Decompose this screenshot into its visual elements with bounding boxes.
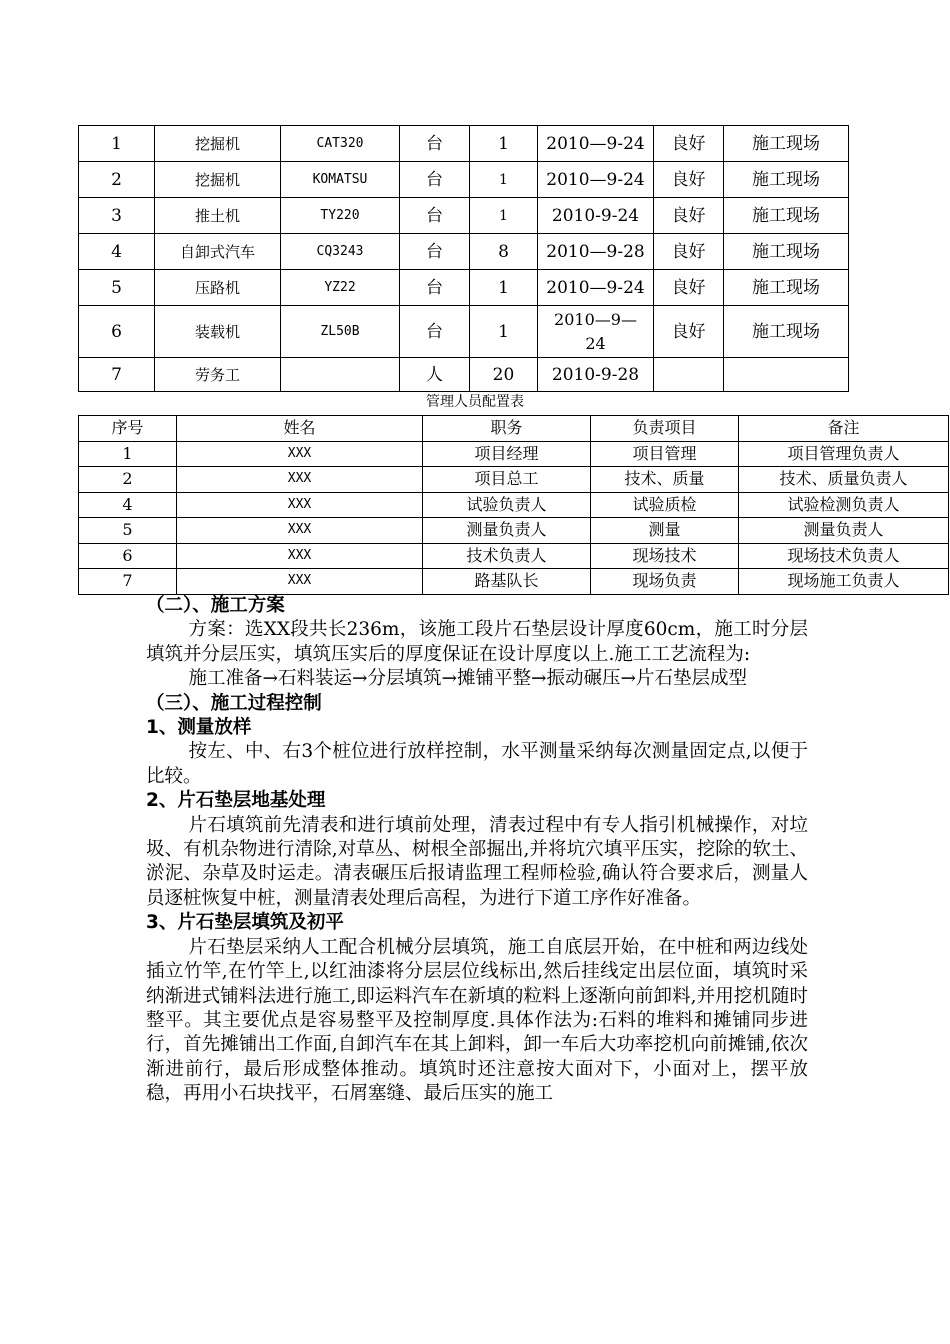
staff-table [78,415,949,595]
staff-role: 技术负责人 [423,543,591,569]
equip-date: 2010—9-24 [538,126,654,162]
equip-date: 2010-9-28 [538,358,654,392]
staff-note: 项目管理负责人 [739,441,949,467]
paragraph-plan: 方案：选XX段共长236m，该施工段片石垫层设计厚度60cm，施工时分层填筑并分层压实，填筑压实后的厚度保证在设计厚度以上.施工工艺流程为: [146,619,808,665]
equip-date [538,306,654,358]
equip-date: 2010—9-24 [538,162,654,198]
equip-model: TY220 [281,198,400,234]
staff-role: 测量负责人 [423,518,591,544]
table-header-row [79,416,949,442]
equip-no: 2 [79,162,155,198]
col-header: 序号 [79,416,177,442]
subheading-filling: 3、片石垫层填筑及初平 [146,912,344,934]
table-row [79,441,949,467]
equip-unit: 台 [400,162,470,198]
staff-table-caption: 管理人员配置表 [426,394,524,410]
equip-location: 施工现场 [724,306,849,358]
table-row [79,126,849,162]
equip-no: 5 [79,270,155,306]
staff-scope: 技术、质量 [591,467,739,493]
staff-no: 2 [79,467,177,493]
staff-scope: 项目管理 [591,441,739,467]
equip-name: 装载机 [155,306,281,358]
staff-no: 7 [79,569,177,595]
staff-role: 路基队长 [423,569,591,595]
staff-role: 项目经理 [423,441,591,467]
equip-qty: 8 [470,234,538,270]
staff-note: 现场施工负责人 [739,569,949,595]
equip-location [724,358,849,392]
equip-name: 自卸式汽车 [155,234,281,270]
equipment-table [78,125,849,392]
equip-model: ZL50B [281,306,400,358]
staff-scope: 现场技术 [591,543,739,569]
table-row [79,467,949,493]
equip-qty: 1 [470,162,538,198]
paragraph-foundation: 片石填筑前先清表和进行填前处理，清表过程中有专人指引机械操作，对垃圾、有机杂物进行清除,对草丛、树根全部掘出,并将坑穴填平压实，挖除的软土、淤泥、杂草及时运走。清表碾压后报请监理工程师检验,确认符合要求后，测量人员逐桩恢复中桩，测量清表处理后高程，为进行下道工序作好准备。 [146,814,808,909]
equip-status: 良好 [654,234,724,270]
equip-status: 良好 [654,126,724,162]
equip-name: 挖掘机 [155,162,281,198]
equip-unit: 台 [400,306,470,358]
equip-qty: 1 [470,198,538,234]
equip-qty: 1 [470,306,538,358]
equip-name: 压路机 [155,270,281,306]
paragraph-process-flow: 施工准备→石料装运→分层填筑→摊铺平整→振动碾压→片石垫层成型 [188,668,748,690]
table-row [79,492,949,518]
document-body [146,594,808,1107]
table-row [79,198,849,234]
paragraph-survey: 按左、中、右3个桩位进行放样控制，水平测量采纳每次测量固定点,以便于比较。 [146,741,808,787]
table-row [79,518,949,544]
staff-no: 6 [79,543,177,569]
staff-name: XXX [177,467,423,493]
equip-model: YZ22 [281,270,400,306]
col-header: 姓名 [177,416,423,442]
staff-scope: 现场负责 [591,569,739,595]
col-header: 职务 [423,416,591,442]
equip-name: 劳务工 [155,358,281,392]
equip-no: 3 [79,198,155,234]
equip-name: 推土机 [155,198,281,234]
staff-no: 1 [79,441,177,467]
subheading-foundation: 2、片石垫层地基处理 [146,790,326,812]
staff-note: 现场技术负责人 [739,543,949,569]
staff-scope: 试验质检 [591,492,739,518]
equip-qty: 1 [470,126,538,162]
staff-note: 试验检测负责人 [739,492,949,518]
staff-scope: 测量 [591,518,739,544]
table-row [79,270,849,306]
equip-unit: 台 [400,270,470,306]
section-heading-control: （三）、施工过程控制 [146,692,322,714]
equip-model: CAT320 [281,126,400,162]
equip-location: 施工现场 [724,234,849,270]
equip-model [281,358,400,392]
equip-status [654,358,724,392]
staff-name: XXX [177,441,423,467]
equip-status: 良好 [654,162,724,198]
col-header: 负责项目 [591,416,739,442]
subheading-survey: 1、测量放样 [146,717,252,739]
staff-name: XXX [177,543,423,569]
col-header: 备注 [739,416,949,442]
staff-role: 试验负责人 [423,492,591,518]
staff-name: XXX [177,518,423,544]
equip-status: 良好 [654,198,724,234]
equip-date: 2010—9-24 [538,270,654,306]
equip-no: 6 [79,306,155,358]
equip-name: 挖掘机 [155,126,281,162]
equip-unit: 台 [400,234,470,270]
equip-model: CQ3243 [281,234,400,270]
equip-no: 7 [79,358,155,392]
paragraph-filling: 片石垫层采纳人工配合机械分层填筑，施工自底层开始，在中桩和两边线处插立竹竿,在竹竿上,以红油漆将分层层位线标出,然后挂线定出层位面，填筑时采纳渐进式铺料法进行施工,即运料汽车在新填的粒料上逐渐向前卸料,并用挖机随时整平。其主要优点是容易整平及控制厚度.具体作法为:石料的堆料和摊铺同步进行，首先摊铺出工作面,自卸汽车在其上卸料，卸一车后大功率挖机向前摊铺,依次渐进前行，最后形成整体推动。填筑时还注意按大面对下，小面对上，摆平放稳，再用小石块找平，石屑塞缝、最后压实的施工 [146,936,808,1105]
staff-role: 项目总工 [423,467,591,493]
equip-no: 4 [79,234,155,270]
table-row [79,234,849,270]
staff-note: 测量负责人 [739,518,949,544]
table-row [79,306,849,358]
table-row [79,543,949,569]
equip-no: 1 [79,126,155,162]
table-row [79,358,849,392]
equip-unit: 台 [400,198,470,234]
equip-date-line2: 24 [585,333,606,353]
staff-note: 技术、质量负责人 [739,467,949,493]
equip-location: 施工现场 [724,270,849,306]
equip-date-line1: 2010—9— [554,309,637,329]
table-row [79,162,849,198]
section-heading-plan: （二）、施工方案 [146,595,285,616]
staff-no: 4 [79,492,177,518]
equip-qty: 20 [470,358,538,392]
staff-name: XXX [177,492,423,518]
equip-date: 2010-9-24 [538,198,654,234]
equip-unit: 人 [400,358,470,392]
equip-location: 施工现场 [724,126,849,162]
equip-qty: 1 [470,270,538,306]
staff-no: 5 [79,518,177,544]
staff-name: XXX [177,569,423,595]
equip-date: 2010—9-28 [538,234,654,270]
table-row [79,569,949,595]
equip-status: 良好 [654,270,724,306]
equip-location: 施工现场 [724,198,849,234]
equip-model: KOMATSU [281,162,400,198]
equip-location: 施工现场 [724,162,849,198]
equip-status: 良好 [654,306,724,358]
equip-unit: 台 [400,126,470,162]
